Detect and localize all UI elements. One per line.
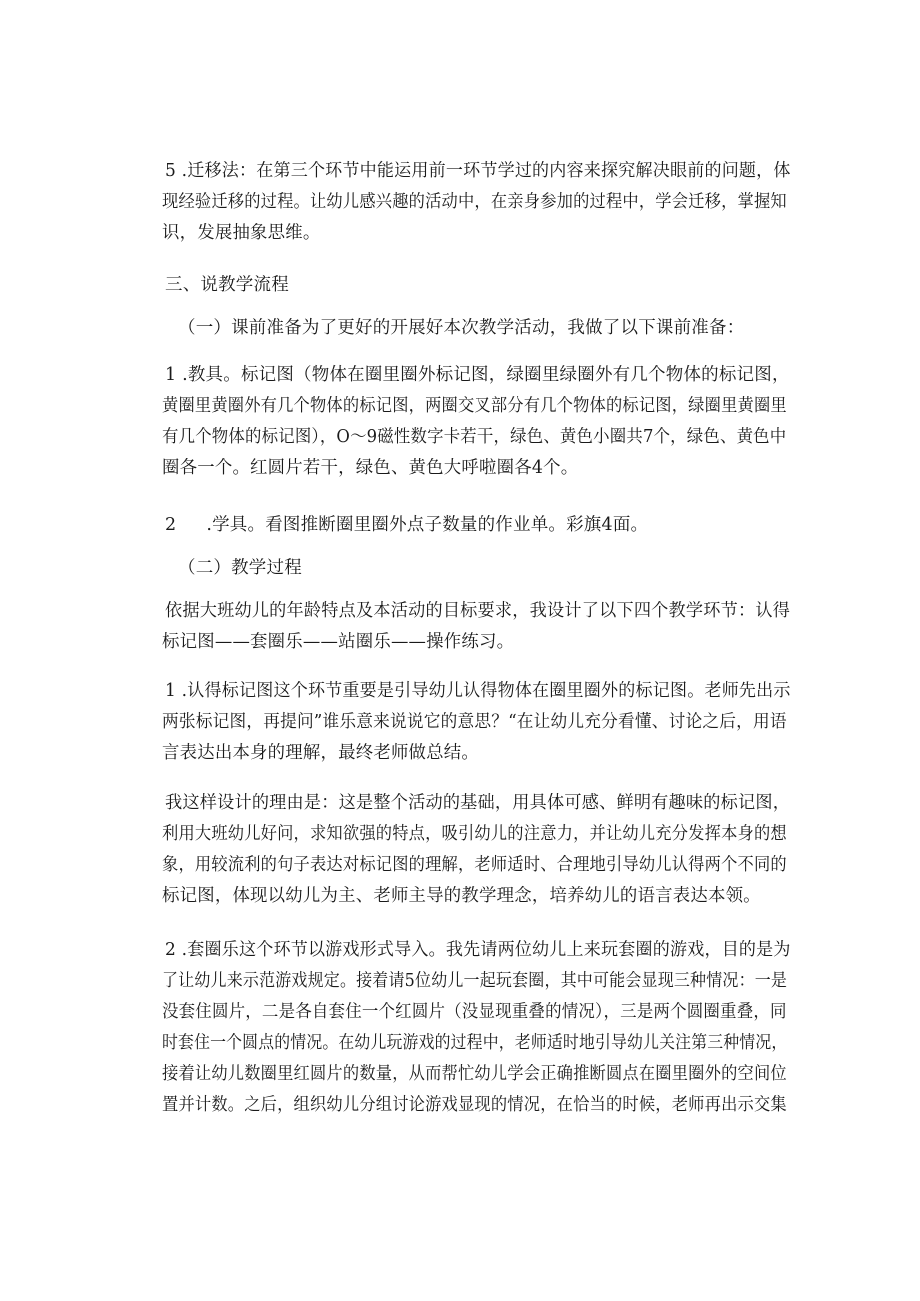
section-heading-teaching-process bbox=[165, 270, 790, 301]
paragraph-stage-recognize bbox=[162, 676, 791, 769]
text-line: 有几个物体的标记图），O～9磁性数字卡若干，绿色、黄色小圈共7个，绿色、黄色中 bbox=[162, 427, 787, 447]
text-line: 我这样设计的理由是：这是整个活动的基础，用具体可感、鲜明有趣味的标记图， bbox=[165, 793, 791, 813]
text-line: 了让幼儿来示范游戏规定。接着请5位幼儿一起玩套圈，其中可能会显现三种情况：一是 bbox=[162, 971, 788, 991]
text-line bbox=[165, 510, 790, 541]
text-line: 没套住圆片，二是各自套住一个红圆片（没显现重叠的情况），三是两个圆圈重叠，同 bbox=[162, 1002, 787, 1022]
text-line: 识，发展抽象思维。 bbox=[162, 223, 321, 243]
subsection-preparation bbox=[178, 313, 803, 344]
text-line: （一）课前准备为了更好的开展好本次教学活动，我做了以下课前准备： bbox=[178, 318, 745, 338]
subsection-teaching-procedure bbox=[178, 553, 803, 584]
text-line: 标记图——套圈乐——站圈乐——操作练习。 bbox=[162, 632, 515, 652]
text-line: 标记图，体现以幼儿为主、老师主导的教学理念，培养幼儿的语言表达本领。 bbox=[162, 886, 761, 906]
paragraph-stage-ring-toss bbox=[162, 935, 791, 1121]
text-line: 黄圈里黄圈外有几个物体的标记图，两圈交叉部分有几个物体的标记图，绿圈里黄圈里 bbox=[162, 396, 787, 416]
paragraph-design-reason bbox=[162, 788, 791, 912]
list-text: .学具。看图推断圈里圈外点子数量的作业单。彩旗4面。 bbox=[206, 515, 649, 535]
text-line: 依据大班幼儿的年龄特点及本活动的目标要求，我设计了以下四个教学环节：认得 bbox=[165, 601, 791, 621]
text-line: 两张标记图，再提问”谁乐意来说说它的意思？“在让幼儿充分看懂、讨论之后，用语 bbox=[162, 712, 787, 732]
text-line: 三、说教学流程 bbox=[165, 275, 289, 295]
text-line: 时套住一个圆点的情况。在幼儿玩游戏的过程中，老师适时地引导幼儿关注第三种情况， bbox=[162, 1033, 788, 1053]
text-line: 言表达出本身的理解，最终老师做总结。 bbox=[162, 743, 480, 763]
text-line: 利用大班幼儿好问，求知欲强的特点，吸引幼儿的注意力，并让幼儿充分发挥本身的想 bbox=[162, 824, 787, 844]
list-number: 2 bbox=[165, 515, 177, 535]
paragraph-transfer-method bbox=[162, 156, 791, 249]
text-line: （二）教学过程 bbox=[178, 558, 302, 578]
text-line: 置并计数。之后，组织幼儿分组讨论游戏显现的情况，在恰当的时候，老师再出示交集 bbox=[162, 1095, 787, 1115]
text-line: 圈各一个。红圆片若干，绿色、黄色大呼啦圈各4个。 bbox=[162, 458, 579, 478]
text-line: 2 .套圈乐这个环节以游戏形式导入。我先请两位幼儿上来玩套圈的游戏，目的是为 bbox=[165, 940, 791, 960]
paragraph-teaching-aids bbox=[162, 360, 790, 484]
text-line: 5 .迁移法：在第三个环节中能运用前一环节学过的内容来探究解决眼前的问题，体 bbox=[165, 161, 791, 181]
paragraph-learning-tools bbox=[165, 510, 790, 541]
text-line: 接着让幼儿数圈里红圆片的数量，从而帮忙幼儿学会正确推断圆点在圈里圈外的空间位 bbox=[162, 1064, 787, 1084]
text-line: 现经验迁移的过程。让幼儿感兴趣的活动中，在亲身参加的过程中，学会迁移，掌握知 bbox=[162, 192, 787, 212]
text-line: 1 .教具。标记图（物体在圈里圈外标记图，绿圈里绿圈外有几个物体的标记图， bbox=[165, 365, 790, 385]
paragraph-four-stages bbox=[162, 596, 791, 658]
text-line: 1 .认得标记图这个环节重要是引导幼儿认得物体在圈里圈外的标记图。老师先出示 bbox=[165, 681, 791, 701]
text-line: 象，用较流利的句子表达对标记图的理解，老师适时、合理地引导幼儿认得两个不同的 bbox=[162, 855, 787, 875]
